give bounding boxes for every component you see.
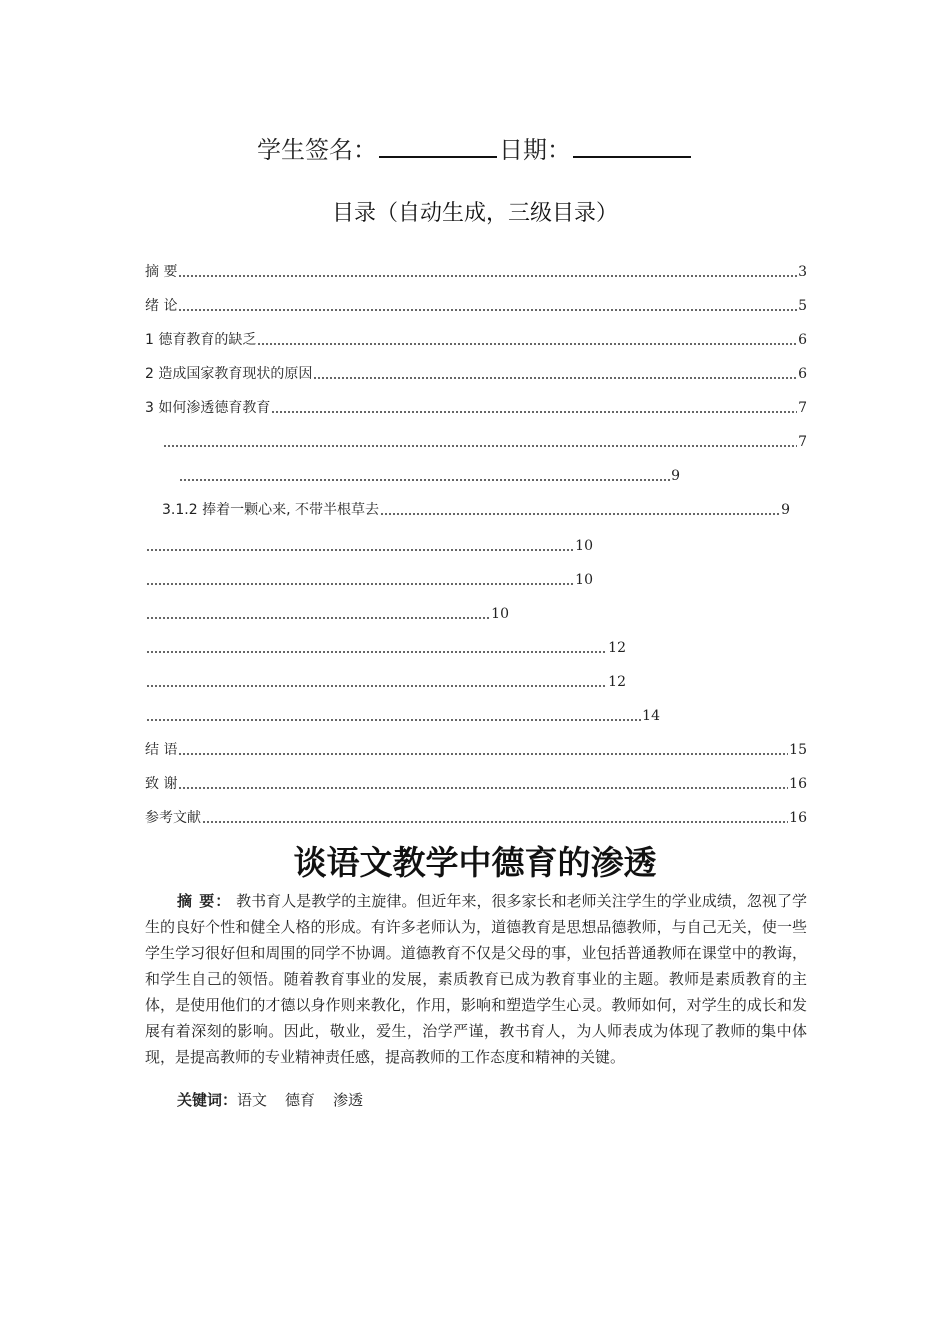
toc-entry-page: 7	[798, 434, 807, 450]
toc-dot-leader	[271, 409, 797, 414]
keywords-line	[177, 1088, 381, 1112]
toc-entry-page: 10	[575, 538, 593, 554]
toc-entry-page: 7	[798, 400, 807, 416]
toc-entry-label: 绪 论	[145, 298, 178, 314]
toc-entry-label: 结 语	[145, 742, 178, 758]
toc-dot-leader	[163, 443, 797, 448]
toc-entry-page: 16	[789, 776, 807, 792]
toc-entry-page: 5	[798, 298, 807, 314]
toc-dot-leader	[179, 477, 670, 482]
toc-dot-leader	[380, 511, 780, 516]
toc-entry[interactable]	[145, 602, 509, 624]
toc-entry[interactable]	[162, 430, 807, 452]
toc-dot-leader	[178, 785, 788, 790]
student-signature-label: 学生签名：	[257, 136, 377, 164]
keyword: 渗透	[333, 1091, 364, 1109]
toc-entry-page: 10	[491, 606, 509, 622]
toc-entry-page: 16	[789, 810, 807, 826]
keyword: 语文	[237, 1091, 268, 1109]
toc-entry-label: 3.1.2 捧着一颗心来, 不带半根草去	[162, 502, 379, 518]
toc-entry[interactable]	[145, 670, 626, 692]
toc-entry-label: 致 谢	[145, 776, 178, 792]
toc-entry[interactable]	[145, 396, 807, 418]
toc-entry[interactable]	[145, 772, 807, 794]
student-signature-blank[interactable]	[379, 134, 497, 158]
toc-entry-page: 3	[798, 264, 807, 280]
toc-dot-leader	[146, 581, 574, 586]
toc-entry[interactable]	[145, 260, 807, 282]
toc-entry[interactable]	[178, 464, 680, 486]
document-title: 谈语文教学中德育的渗透	[293, 843, 657, 882]
toc-entry-page: 6	[798, 366, 807, 382]
abstract-label: 摘 要：	[177, 892, 232, 910]
toc-dot-leader	[146, 683, 607, 688]
toc-entry[interactable]	[145, 568, 593, 590]
toc-title: 目录（自动生成，三级目录）	[331, 201, 618, 226]
toc-dot-leader	[178, 273, 797, 278]
toc-dot-leader	[178, 307, 797, 312]
toc-entry-label: 1 德育教育的缺乏	[145, 332, 257, 348]
toc-entry-page: 12	[608, 674, 626, 690]
toc-entry-page: 14	[642, 708, 660, 724]
signature-line	[0, 130, 950, 170]
toc-entry-label: 2 造成国家教育现状的原因	[145, 366, 313, 382]
toc-entry-page: 6	[798, 332, 807, 348]
toc-entry-page: 10	[575, 572, 593, 588]
toc-dot-leader	[146, 547, 574, 552]
toc-dot-leader	[146, 649, 607, 654]
toc-entry[interactable]	[145, 534, 593, 556]
toc-dot-leader	[146, 615, 490, 620]
toc-entry[interactable]	[145, 704, 660, 726]
toc-entry[interactable]	[145, 738, 807, 760]
toc-dot-leader	[146, 717, 641, 722]
toc-entry[interactable]	[145, 328, 807, 350]
toc-entry-page: 12	[608, 640, 626, 656]
toc-entry-label: 参考文献	[145, 810, 201, 826]
toc-entry[interactable]	[145, 806, 807, 828]
toc-entry[interactable]	[145, 294, 807, 316]
toc-dot-leader	[178, 751, 788, 756]
date-label: 日期：	[499, 136, 571, 164]
toc-dot-leader	[257, 341, 797, 346]
abstract-text: 教书育人是教学的主旋律。但近年来，很多家长和老师关注学生的学业成绩，忽视了学生的良好个性和健全人格的形成。有许多老师认为，道德教育是思想品德教师，与自己无关，使一些学生学习很好但和周围的同学不协调。道德教育不仅是父母的事，业包括普通教师在课堂中的教诲，和学生自己的领悟。随着教育事业的发展，素质教育已成为教育事业的主题。教师是素质教育的主体，是使用他们的才德以身作则来教化，作用，影响和塑造学生心灵。教师如何，对学生的成长和发展有着深刻的影响。因此，敬业，爱生，治学严谨，教书育人，为人师表成为体现了教师的集中体现，是提高教师的专业精神责任感，提高教师的工作态度和精神的关键。	[145, 892, 807, 1066]
toc-entry[interactable]	[162, 498, 790, 520]
date-blank[interactable]	[573, 134, 691, 158]
toc-entry-label: 摘 要	[145, 264, 178, 280]
toc-dot-leader	[202, 819, 788, 824]
toc-entry-label: 3 如何渗透德育教育	[145, 400, 271, 416]
keywords-label: 关键词：	[177, 1091, 238, 1109]
abstract-paragraph	[145, 888, 807, 1070]
toc-dot-leader	[313, 375, 797, 380]
toc-entry[interactable]	[145, 362, 807, 384]
keyword: 德育	[285, 1091, 316, 1109]
toc-entry-page: 15	[789, 742, 807, 758]
toc-entry[interactable]	[145, 636, 626, 658]
toc-entry-page: 9	[671, 468, 680, 484]
toc-entry-page: 9	[781, 502, 790, 518]
